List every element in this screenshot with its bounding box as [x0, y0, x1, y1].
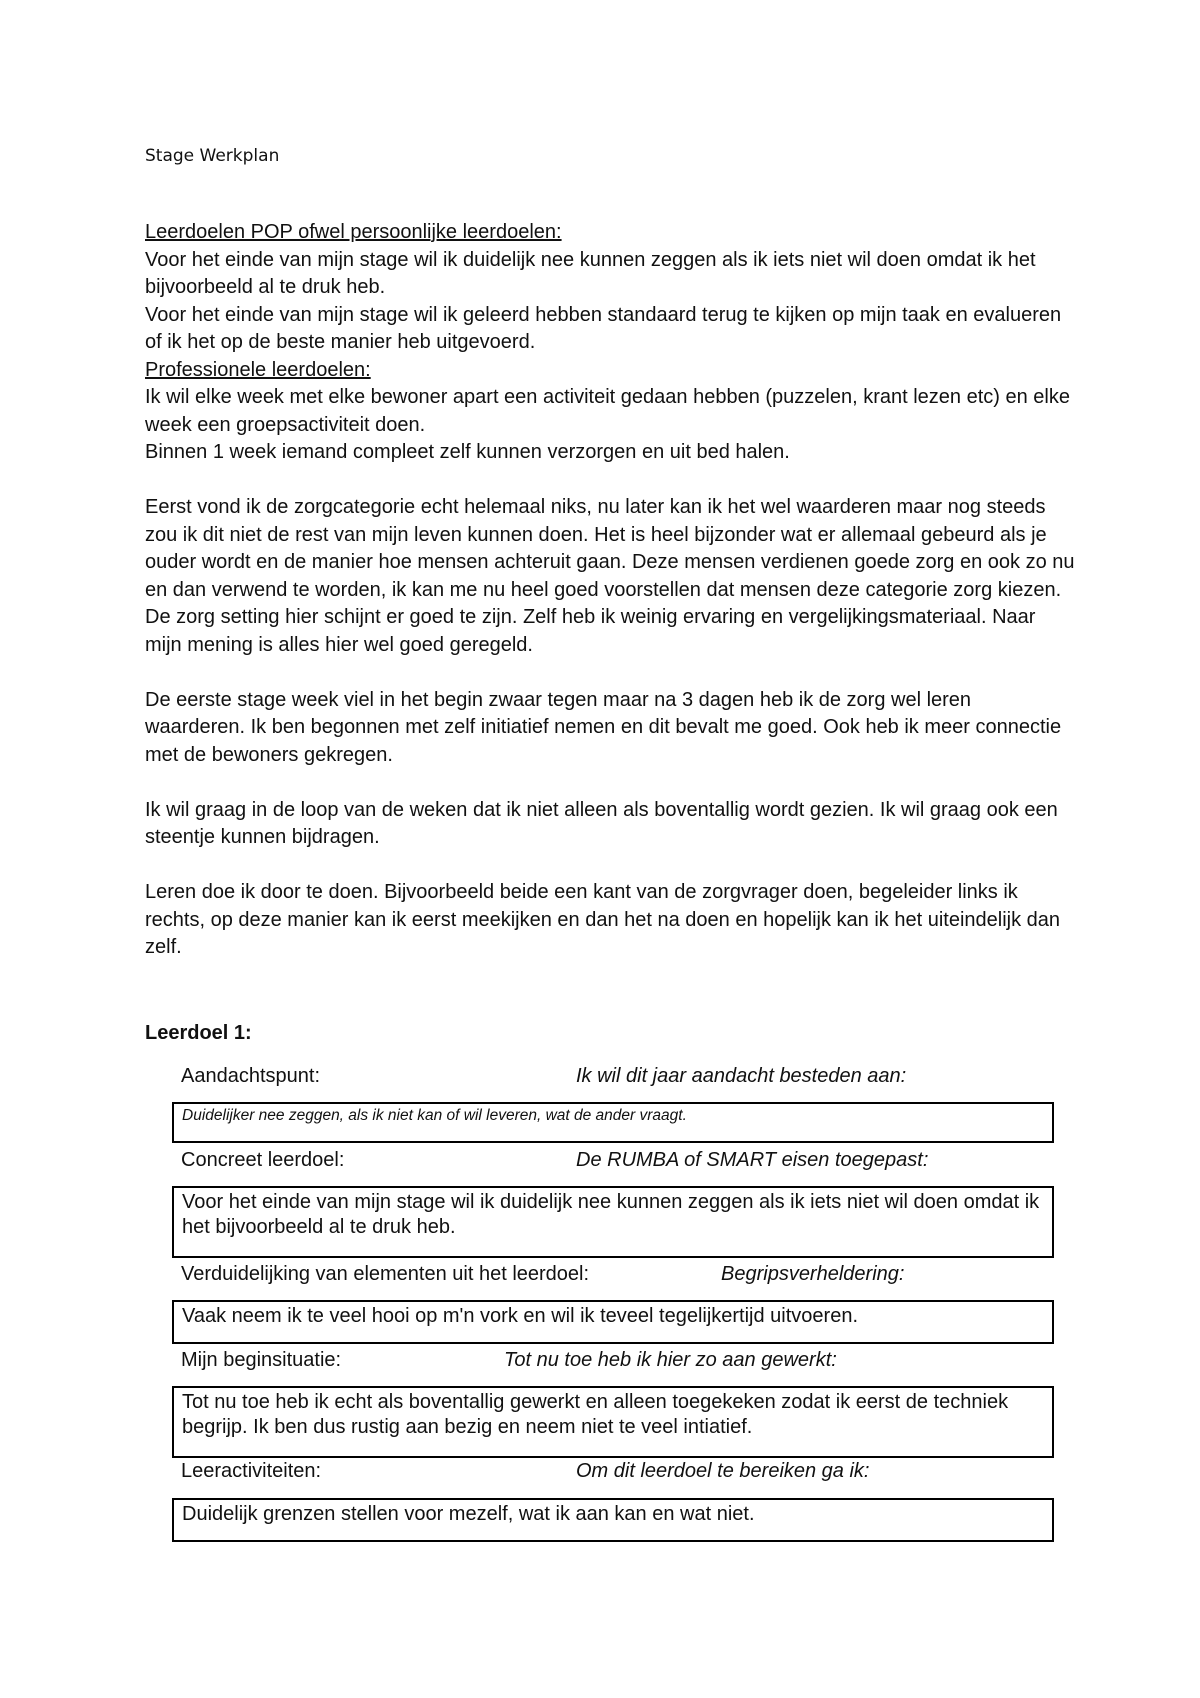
goal-heading: Leerdoel 1:: [145, 1022, 252, 1044]
start-prompt: Tot nu toe heb ik hier zo aan gewerkt:: [504, 1349, 837, 1371]
paragraph-first-week: De eerste stage week viel in het begin zwaar tegen maar na 3 dagen heb ik de zorg wel leren waarderen. Ik ben begonnen met zelf initiatief nemen en dit bevalt me goed. Ook heb ik meer connectie met de bewoners gekregen.: [145, 688, 1062, 766]
personal-goal-2: Voor het einde van mijn stage wil ik geleerd hebben standaard terug te kijken op mijn taak en evalueren of ik het op de beste manier heb uitgevoerd.: [145, 303, 1062, 353]
clarify-prompt: Begripsverheldering:: [721, 1263, 905, 1285]
attention-prompt: Ik wil dit jaar aandacht besteden aan:: [576, 1065, 907, 1087]
professional-goal-1: Ik wil elke week met elke bewoner apart een activiteit gedaan hebben (puzzelen, krant lezen etc) en elke week een groepsactiviteit doen.: [145, 386, 1070, 436]
personal-goals-heading: Leerdoelen POP ofwel persoonlijke leerdoelen:: [145, 221, 562, 243]
paragraph-learning-style: Leren doe ik door te doen. Bijvoorbeeld beide een kant van de zorgvrager doen, begeleider links ik rechts, op deze manier kan ik eerst meekijken en dan het na doen en hopelijk kan ik het uiteindelijk dan zelf.: [145, 881, 1061, 958]
attention-label: Aandachtspunt:: [181, 1065, 320, 1087]
document-title: Stage Werkplan: [145, 146, 280, 166]
paragraph-wish: Ik wil graag in de loop van de weken dat ik niet alleen als boventallig wordt gezien. Ik wil graag ook een steentje kunnen bijdragen.: [145, 798, 1058, 848]
document-body: [145, 219, 1075, 962]
paragraph-impression: Eerst vond ik de zorgcategorie echt helemaal niks, nu later kan ik het wel waarderen maar nog steeds zou ik dit niet de rest van mijn leven kunnen doen. Het is heel bijzonder wat er allemaal gebeurd als je ouder wordt en de manier hoe mensen achteruit gaan. Deze mensen verdienen goede zorg en ook zo nu en dan verwend te worden, ik kan me nu heel goed voorstellen dat mensen deze categorie zorg kiezen.: [145, 496, 1075, 601]
professional-goals-heading: Professionele leerdoelen:: [145, 358, 371, 381]
paragraph-care-setting: De zorg setting hier schijnt er goed te zijn. Zelf heb ik weinig ervaring en vergelijkingsmateriaal. Naar mijn mening is alles hier wel goed geregeld.: [145, 606, 1036, 656]
activities-label: Leeractiviteiten:: [181, 1460, 322, 1482]
activities-prompt: Om dit leerdoel te bereiken ga ik:: [576, 1460, 870, 1482]
concrete-answer-box: Voor het einde van mijn stage wil ik duidelijk nee kunnen zeggen als ik iets niet wil doen omdat ik het bijvoorbeeld al te druk heb.: [172, 1186, 1054, 1258]
activities-answer-box: Duidelijk grenzen stellen voor mezelf, wat ik aan kan en wat niet.: [172, 1498, 1054, 1542]
concrete-prompt: De RUMBA of SMART eisen toegepast:: [576, 1149, 929, 1171]
personal-goal-1: Voor het einde van mijn stage wil ik duidelijk nee kunnen zeggen als ik iets niet wil doen omdat ik het bijvoorbeeld al te druk heb.: [145, 248, 1036, 298]
concrete-label: Concreet leerdoel:: [181, 1149, 345, 1171]
clarify-answer-box: Vaak neem ik te veel hooi op m'n vork en wil ik teveel tegelijkertijd uitvoeren.: [172, 1300, 1054, 1344]
attention-answer-box: Duidelijker nee zeggen, als ik niet kan of wil leveren, wat de ander vraagt.: [172, 1102, 1054, 1143]
professional-goal-2: Binnen 1 week iemand compleet zelf kunnen verzorgen en uit bed halen.: [145, 441, 790, 463]
start-label: Mijn beginsituatie:: [181, 1349, 342, 1371]
start-answer-box: Tot nu toe heb ik echt als boventallig gewerkt en alleen toegekeken zodat ik eerst de techniek begrijp. Ik ben dus rustig aan bezig en neem niet te veel intiatief.: [172, 1386, 1054, 1458]
clarify-label: Verduidelijking van elementen uit het leerdoel:: [181, 1263, 590, 1285]
